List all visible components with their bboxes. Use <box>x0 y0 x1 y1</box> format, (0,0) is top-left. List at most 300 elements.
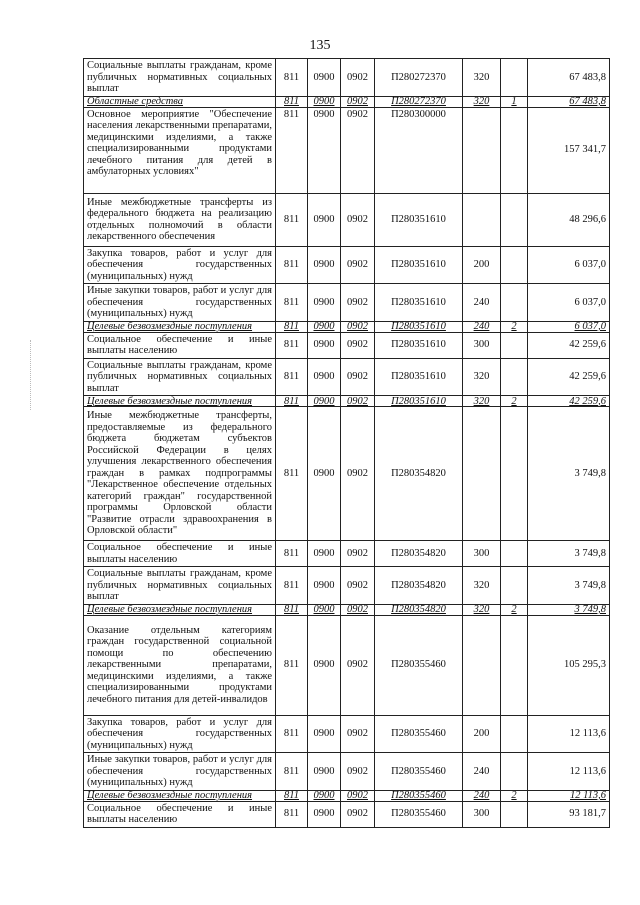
row-expense-type <box>463 107 501 193</box>
row-grbs-code-text: 811 <box>283 213 300 225</box>
row-amount-text: 6 037,0 <box>574 259 606 270</box>
row-expense-type-text: 200 <box>473 728 490 739</box>
row-subsection-code <box>341 332 375 358</box>
row-amount <box>528 59 610 97</box>
row-amount <box>528 407 610 541</box>
row-funding-source <box>501 790 528 801</box>
row-amount-text: 48 296,6 <box>569 213 606 225</box>
row-amount-text: 105 295,3 <box>564 659 606 671</box>
row-grbs-code-text: 811 <box>284 790 299 801</box>
row-funding-source <box>501 396 528 407</box>
row-section-code <box>308 396 341 407</box>
row-grbs-code <box>276 321 308 332</box>
row-subsection-code-text: 0902 <box>347 296 368 308</box>
row-section-code-text: 0900 <box>313 808 335 820</box>
row-grbs-code <box>276 567 308 605</box>
row-section-code <box>308 96 341 107</box>
table-row <box>84 193 610 246</box>
row-target-article <box>375 358 463 396</box>
row-expense-type-text: 320 <box>473 579 490 591</box>
table-row-source <box>84 96 610 107</box>
table-row <box>84 541 610 567</box>
row-expense-type <box>463 193 501 246</box>
row-subsection-code-text: 0902 <box>347 321 368 332</box>
row-subsection-code <box>341 567 375 605</box>
table-row <box>84 407 610 541</box>
row-section-code <box>308 193 341 246</box>
row-section-code <box>308 407 341 541</box>
row-target-article <box>375 59 463 97</box>
table-row <box>84 284 610 322</box>
row-expense-type <box>463 59 501 97</box>
row-expense-type-text: 240 <box>473 296 490 308</box>
row-grbs-code-text: 811 <box>283 765 300 777</box>
row-target-article-text: П280351610 <box>391 321 446 332</box>
row-grbs-code <box>276 541 308 567</box>
row-name <box>84 604 276 615</box>
row-target-article-text: П280355460 <box>391 659 446 671</box>
row-subsection-code-text: 0902 <box>347 765 368 777</box>
row-name <box>84 358 276 396</box>
row-amount-text: 3 749,8 <box>574 579 606 591</box>
row-expense-type-text: 320 <box>473 371 490 382</box>
row-target-article-text: П280355460 <box>391 765 446 777</box>
row-amount <box>528 615 610 715</box>
row-section-code-text: 0900 <box>313 579 335 591</box>
row-amount <box>528 107 610 193</box>
row-name-text: Иные межбюджетные трансферты, предоставляемые из федерального бюджета бюджетам субъектов Российской Федерации в целях улучшения лекарственного обеспечения граждан в рамках подпрограммы "Лекарственное обеспечение отдельных категорий граждан" государственной программы Орловской области "Развитие отрасли здравоохранения в Орловской области" <box>87 410 272 537</box>
row-expense-type <box>463 246 501 284</box>
row-subsection-code-text: 0902 <box>347 728 368 739</box>
table-row <box>84 715 610 753</box>
table-row <box>84 801 610 827</box>
row-name <box>84 567 276 605</box>
row-expense-type <box>463 801 501 827</box>
row-subsection-code <box>341 615 375 715</box>
row-expense-type-text: 300 <box>473 808 490 820</box>
row-subsection-code <box>341 59 375 97</box>
row-grbs-code-text: 811 <box>283 71 300 83</box>
row-amount-text: 67 483,8 <box>569 71 606 83</box>
row-grbs-code-text: 811 <box>283 728 300 739</box>
row-grbs-code <box>276 107 308 193</box>
row-subsection-code-text: 0902 <box>347 547 368 559</box>
row-grbs-code <box>276 615 308 715</box>
row-name-text: Целевые безвозмездные поступления <box>87 790 253 801</box>
row-target-article-text: П280351610 <box>391 259 446 270</box>
row-amount <box>528 753 610 791</box>
row-grbs-code <box>276 246 308 284</box>
row-target-article <box>375 753 463 791</box>
row-grbs-code-text: 811 <box>284 395 299 407</box>
row-expense-type <box>463 567 501 605</box>
row-subsection-code <box>341 396 375 407</box>
row-grbs-code-text: 811 <box>283 296 300 308</box>
row-section-code <box>308 753 341 791</box>
row-grbs-code-text: 811 <box>283 259 300 270</box>
row-section-code-text: 0900 <box>313 659 335 671</box>
row-grbs-code-text: 811 <box>283 108 300 120</box>
row-name-text: Целевые безвозмездные поступления <box>87 321 253 332</box>
row-grbs-code <box>276 604 308 615</box>
row-expense-type <box>463 615 501 715</box>
row-section-code <box>308 567 341 605</box>
row-expense-type <box>463 358 501 396</box>
row-expense-type-text: 300 <box>473 547 490 559</box>
row-target-article <box>375 284 463 322</box>
row-amount <box>528 715 610 753</box>
row-funding-source <box>501 246 528 284</box>
table-row <box>84 615 610 715</box>
row-section-code-text: 0900 <box>313 259 335 270</box>
row-name-text: Областные средства <box>87 96 184 107</box>
row-section-code-text: 0900 <box>313 728 335 739</box>
row-name-text: Иные закупки товаров, работ и услуг для обеспечения государственных (муниципальных) нужд <box>87 754 272 788</box>
row-amount-text: 3 749,8 <box>574 547 606 559</box>
row-subsection-code <box>341 790 375 801</box>
row-funding-source <box>501 59 528 97</box>
row-name <box>84 801 276 827</box>
row-target-article-text: П280355460 <box>391 790 446 801</box>
row-subsection-code-text: 0902 <box>347 213 368 225</box>
row-grbs-code-text: 811 <box>284 96 299 107</box>
row-grbs-code-text: 811 <box>284 604 299 615</box>
row-grbs-code <box>276 96 308 107</box>
row-expense-type-text: 320 <box>473 604 490 615</box>
row-amount <box>528 604 610 615</box>
row-subsection-code <box>341 715 375 753</box>
row-subsection-code <box>341 246 375 284</box>
row-funding-source <box>501 193 528 246</box>
row-section-code-text: 0900 <box>313 395 335 407</box>
row-funding-source <box>501 96 528 107</box>
row-expense-type-text: 240 <box>473 790 490 801</box>
table-row <box>84 59 610 97</box>
row-amount-text: 42 259,6 <box>569 371 606 382</box>
row-subsection-code <box>341 541 375 567</box>
row-amount-text: 12 113,6 <box>569 728 606 739</box>
row-amount <box>528 541 610 567</box>
row-target-article <box>375 715 463 753</box>
row-section-code-text: 0900 <box>313 371 335 382</box>
row-funding-source-text: 2 <box>511 395 517 407</box>
table-row <box>84 107 610 193</box>
row-grbs-code <box>276 332 308 358</box>
row-amount <box>528 193 610 246</box>
row-grbs-code <box>276 59 308 97</box>
row-grbs-code-text: 811 <box>283 467 300 479</box>
row-target-article-text: П280351610 <box>391 371 446 382</box>
row-section-code-text: 0900 <box>313 213 335 225</box>
row-expense-type-text: 240 <box>473 765 490 777</box>
row-expense-type-text: 300 <box>473 339 490 351</box>
row-amount-text: 6 037,0 <box>574 321 606 332</box>
row-section-code-text: 0900 <box>313 339 335 351</box>
row-funding-source-text: 2 <box>511 790 517 801</box>
row-section-code-text: 0900 <box>313 108 335 120</box>
row-subsection-code <box>341 753 375 791</box>
row-section-code <box>308 790 341 801</box>
row-subsection-code-text: 0902 <box>347 467 368 479</box>
row-amount <box>528 321 610 332</box>
row-name <box>84 246 276 284</box>
row-amount <box>528 246 610 284</box>
row-amount <box>528 801 610 827</box>
row-expense-type <box>463 321 501 332</box>
row-name-text: Социальное обеспечение и иные выплаты населению <box>87 333 272 356</box>
row-section-code-text: 0900 <box>313 71 335 83</box>
row-target-article <box>375 396 463 407</box>
row-funding-source <box>501 284 528 322</box>
row-section-code-text: 0900 <box>313 547 335 559</box>
row-subsection-code <box>341 96 375 107</box>
row-expense-type <box>463 753 501 791</box>
row-target-article <box>375 567 463 605</box>
row-expense-type-text: 320 <box>473 71 490 83</box>
row-expense-type <box>463 96 501 107</box>
row-funding-source <box>501 615 528 715</box>
row-section-code-text: 0900 <box>313 96 335 107</box>
row-section-code <box>308 321 341 332</box>
table-row <box>84 753 610 791</box>
budget-table-body <box>84 59 610 828</box>
row-funding-source <box>501 604 528 615</box>
row-name-text: Закупка товаров, работ и услуг для обеспечения государственных (муниципальных) нужд <box>87 716 272 751</box>
row-section-code-text: 0900 <box>313 765 335 777</box>
row-subsection-code-text: 0902 <box>347 659 368 671</box>
row-section-code-text: 0900 <box>313 321 335 332</box>
row-name-text: Целевые безвозмездные поступления <box>87 604 253 615</box>
row-section-code <box>308 332 341 358</box>
row-funding-source <box>501 407 528 541</box>
table-row <box>84 358 610 396</box>
scan-margin-mark <box>30 340 32 410</box>
row-section-code-text: 0900 <box>313 296 335 308</box>
row-section-code-text: 0900 <box>313 604 335 615</box>
row-amount-text: 157 341,7 <box>564 144 606 156</box>
row-section-code-text: 0900 <box>313 790 335 801</box>
row-name-text: Закупка товаров, работ и услуг для обеспечения государственных (муниципальных) нужд <box>87 247 272 282</box>
row-target-article <box>375 801 463 827</box>
row-name-text: Оказание отдельным категориям граждан государственной социальной помощи по обеспечению лекарственными препаратами, медицинскими изделиями, а также специализированными продуктами лечебного питания для детей-инвалидов <box>87 624 272 705</box>
row-subsection-code-text: 0902 <box>347 71 368 83</box>
row-name-text: Основное мероприятие "Обеспечение населения лекарственными препаратами, медицинскими изделиями, а также специализированными продуктами лечебного питания для детей в амбулаторных условиях" <box>87 108 272 177</box>
row-target-article-text: П280354820 <box>391 547 446 559</box>
row-expense-type <box>463 541 501 567</box>
row-funding-source <box>501 715 528 753</box>
row-grbs-code-text: 811 <box>284 321 299 332</box>
row-funding-source <box>501 358 528 396</box>
row-subsection-code-text: 0902 <box>347 395 368 407</box>
row-section-code <box>308 358 341 396</box>
row-expense-type <box>463 332 501 358</box>
row-expense-type-text: 240 <box>473 321 490 332</box>
row-amount <box>528 396 610 407</box>
row-amount-text: 42 259,6 <box>569 339 606 351</box>
row-grbs-code <box>276 284 308 322</box>
row-expense-type <box>463 715 501 753</box>
row-target-article <box>375 107 463 193</box>
row-expense-type <box>463 396 501 407</box>
table-row <box>84 246 610 284</box>
row-amount-text: 3 749,8 <box>574 467 606 479</box>
row-section-code-text: 0900 <box>313 467 335 479</box>
row-target-article <box>375 790 463 801</box>
row-section-code <box>308 715 341 753</box>
row-name-text: Целевые безвозмездные поступления <box>87 395 253 407</box>
row-subsection-code <box>341 358 375 396</box>
row-grbs-code <box>276 753 308 791</box>
row-target-article <box>375 615 463 715</box>
table-row-source <box>84 604 610 615</box>
row-target-article-text: П280354820 <box>391 604 446 615</box>
row-grbs-code-text: 811 <box>283 371 300 382</box>
row-section-code <box>308 604 341 615</box>
table-row-source <box>84 321 610 332</box>
row-subsection-code <box>341 407 375 541</box>
row-funding-source <box>501 801 528 827</box>
row-target-article-text: П280355460 <box>391 808 446 820</box>
row-subsection-code <box>341 801 375 827</box>
row-target-article-text: П280351610 <box>391 296 446 308</box>
row-section-code <box>308 107 341 193</box>
row-name <box>84 332 276 358</box>
row-target-article <box>375 246 463 284</box>
row-target-article <box>375 332 463 358</box>
row-section-code <box>308 284 341 322</box>
row-amount <box>528 332 610 358</box>
row-grbs-code <box>276 790 308 801</box>
row-name <box>84 753 276 791</box>
row-name <box>84 321 276 332</box>
row-name-text: Социальные выплаты гражданам, кроме публичных нормативных социальных выплат <box>87 568 272 602</box>
row-subsection-code-text: 0902 <box>347 96 368 107</box>
row-name <box>84 59 276 97</box>
row-amount <box>528 358 610 396</box>
row-subsection-code <box>341 193 375 246</box>
row-expense-type-text: 320 <box>473 96 490 107</box>
row-target-article-text: П280272370 <box>391 96 446 107</box>
row-amount-text: 42 259,6 <box>569 395 606 407</box>
row-amount-text: 93 181,7 <box>569 808 606 820</box>
row-funding-source <box>501 321 528 332</box>
row-target-article <box>375 96 463 107</box>
table-row <box>84 567 610 605</box>
row-grbs-code-text: 811 <box>283 659 300 671</box>
row-subsection-code-text: 0902 <box>347 790 368 801</box>
row-funding-source <box>501 541 528 567</box>
table-row-source <box>84 396 610 407</box>
row-subsection-code <box>341 321 375 332</box>
table-row-source <box>84 790 610 801</box>
row-target-article <box>375 604 463 615</box>
row-grbs-code-text: 811 <box>283 808 300 820</box>
row-name-text: Иные закупки товаров, работ и услуг для обеспечения государственных (муниципальных) нужд <box>87 285 272 319</box>
row-amount <box>528 284 610 322</box>
row-target-article-text: П280272370 <box>391 71 446 83</box>
row-target-article-text: П280355460 <box>391 728 446 739</box>
row-section-code <box>308 59 341 97</box>
row-target-article-text: П280354820 <box>391 579 446 591</box>
row-amount-text: 12 113,6 <box>569 765 606 777</box>
row-expense-type <box>463 407 501 541</box>
table-row <box>84 332 610 358</box>
row-funding-source <box>501 753 528 791</box>
budget-table <box>83 58 610 828</box>
row-grbs-code-text: 811 <box>283 547 300 559</box>
row-name <box>84 396 276 407</box>
row-subsection-code-text: 0902 <box>347 808 368 820</box>
row-funding-source-text: 1 <box>511 96 517 107</box>
row-target-article-text: П280354820 <box>391 467 446 479</box>
row-name <box>84 407 276 541</box>
row-target-article <box>375 321 463 332</box>
row-grbs-code-text: 811 <box>283 579 300 591</box>
row-grbs-code <box>276 193 308 246</box>
row-name <box>84 615 276 715</box>
row-funding-source-text: 2 <box>511 604 517 615</box>
row-amount-text: 12 113,6 <box>570 790 606 801</box>
row-section-code <box>308 246 341 284</box>
row-grbs-code <box>276 715 308 753</box>
row-expense-type-text: 320 <box>473 395 490 407</box>
row-name <box>84 284 276 322</box>
row-name-text: Социальные выплаты гражданам, кроме публичных нормативных социальных выплат <box>87 60 272 94</box>
row-funding-source-text: 2 <box>511 321 517 332</box>
row-name <box>84 715 276 753</box>
row-target-article-text: П280351610 <box>391 395 446 407</box>
row-target-article <box>375 193 463 246</box>
row-target-article-text: П280351610 <box>391 213 446 225</box>
row-name-text: Социальное обеспечение и иные выплаты населению <box>87 542 272 565</box>
row-section-code <box>308 615 341 715</box>
row-grbs-code-text: 811 <box>283 339 300 351</box>
row-grbs-code <box>276 407 308 541</box>
row-name <box>84 107 276 193</box>
row-expense-type <box>463 604 501 615</box>
row-expense-type <box>463 790 501 801</box>
row-amount-text: 67 483,8 <box>569 96 606 107</box>
page-number: 135 <box>309 38 331 53</box>
row-expense-type-text: 200 <box>473 259 490 270</box>
row-name-text: Социальные выплаты гражданам, кроме публичных нормативных социальных выплат <box>87 359 272 394</box>
row-expense-type <box>463 284 501 322</box>
row-subsection-code-text: 0902 <box>347 579 368 591</box>
row-name <box>84 541 276 567</box>
row-subsection-code <box>341 604 375 615</box>
row-name-text: Иные межбюджетные трансферты из федерального бюджета на реализацию отдельных полномочий в области лекарственного обеспечения <box>87 196 272 242</box>
row-target-article-text: П280351610 <box>391 339 446 351</box>
row-subsection-code-text: 0902 <box>347 108 368 120</box>
row-name <box>84 193 276 246</box>
row-amount <box>528 790 610 801</box>
row-target-article-text: П280300000 <box>391 108 446 120</box>
row-name-text: Социальное обеспечение и иные выплаты населению <box>87 802 272 825</box>
row-subsection-code <box>341 284 375 322</box>
row-amount <box>528 96 610 107</box>
row-amount-text: 3 749,8 <box>574 604 606 615</box>
row-funding-source <box>501 332 528 358</box>
row-funding-source <box>501 567 528 605</box>
row-name <box>84 96 276 107</box>
row-target-article <box>375 541 463 567</box>
row-target-article <box>375 407 463 541</box>
row-subsection-code <box>341 107 375 193</box>
row-grbs-code <box>276 396 308 407</box>
row-subsection-code-text: 0902 <box>347 259 368 270</box>
row-subsection-code-text: 0902 <box>347 371 368 382</box>
row-amount-text: 6 037,0 <box>574 296 606 308</box>
